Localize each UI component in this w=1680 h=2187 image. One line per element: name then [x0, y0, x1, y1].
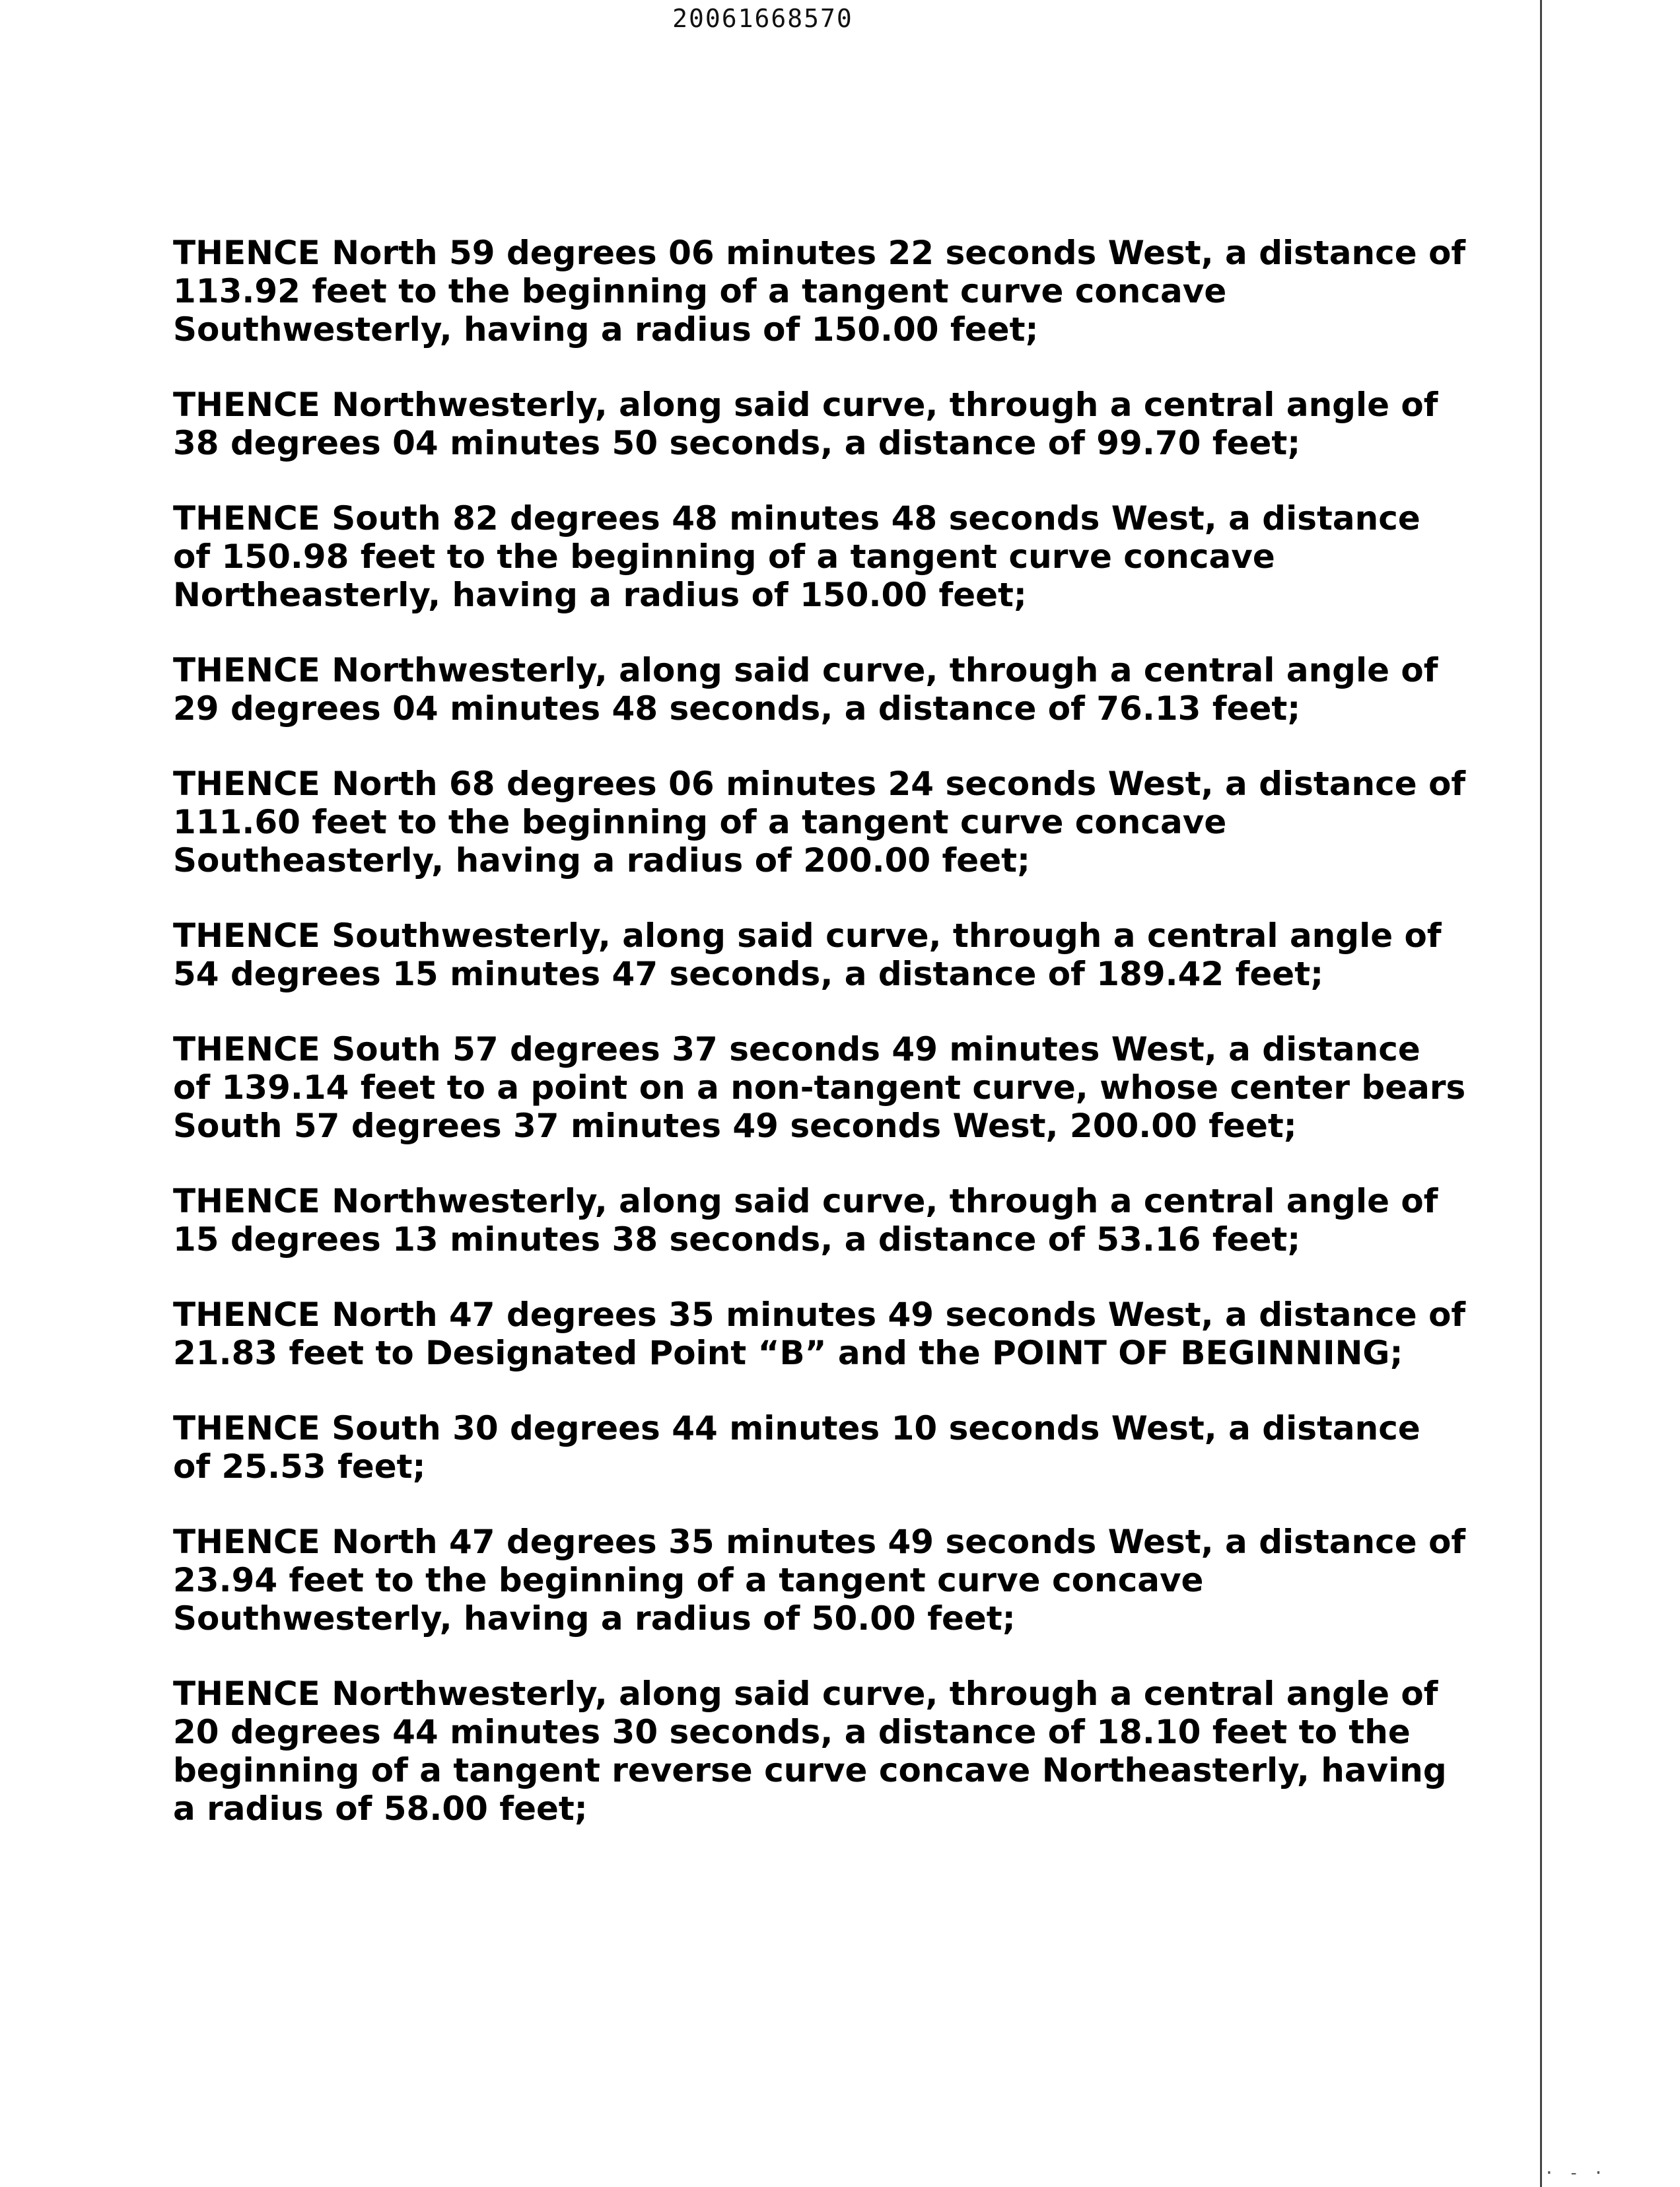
- course-paragraph: THENCE South 57 degrees 37 seconds 49 minutes West, a distance of 139.14 feet to a point on a non-tangent curve, whose center bears South 57 degrees 37 minutes 49 seconds West, 200.00 feet;: [173, 1030, 1466, 1145]
- course-paragraph: THENCE Northwesterly, along said curve, through a central angle of 15 degrees 13 minutes 38 seconds, a distance of 53.16 feet;: [173, 1182, 1438, 1259]
- course-paragraph: THENCE South 30 degrees 44 minutes 10 seconds West, a distance of 25.53 feet;: [173, 1409, 1420, 1486]
- course-paragraph: THENCE Southwesterly, along said curve, through a central angle of 54 degrees 15 minutes 47 seconds, a distance of 189.42 feet;: [173, 917, 1442, 993]
- course-paragraph: THENCE South 82 degrees 48 minutes 48 seconds West, a distance of 150.98 feet to the beginning of a tangent curve concave Northeasterly, having a radius of 150.00 feet;: [173, 499, 1420, 614]
- course-paragraph: THENCE North 47 degrees 35 minutes 49 seconds West, a distance of 23.94 feet to the beginning of a tangent curve concave Southwesterly, having a radius of 50.00 feet;: [173, 1523, 1466, 1638]
- course-paragraph: THENCE Northwesterly, along said curve, through a central angle of 20 degrees 44 minutes 30 seconds, a distance of 18.10 feet to the beginning of a tangent reverse curve concave Northeasterly, having a radius of 58.00 feet;: [173, 1675, 1447, 1828]
- legal-description-body: [173, 234, 1467, 1865]
- course-paragraph: THENCE North 59 degrees 06 minutes 22 seconds West, a distance of 113.92 feet to the beginning of a tangent curve concave Southwesterly, having a radius of 150.00 feet;: [173, 234, 1466, 349]
- course-paragraph: THENCE Northwesterly, along said curve, through a central angle of 38 degrees 04 minutes 50 seconds, a distance of 99.70 feet;: [173, 386, 1438, 462]
- page-edge-rule: [1540, 0, 1542, 2187]
- course-paragraph: THENCE Northwesterly, along said curve, through a central angle of 29 degrees 04 minutes 48 seconds, a distance of 76.13 feet;: [173, 651, 1438, 728]
- course-paragraph: THENCE North 47 degrees 35 minutes 49 seconds West, a distance of 21.83 feet to Designated Point “B” and the POINT OF BEGINNING;: [173, 1296, 1466, 1372]
- course-paragraph: THENCE North 68 degrees 06 minutes 24 seconds West, a distance of 111.60 feet to the beginning of a tangent curve concave Southeasterly, having a radius of 200.00 feet;: [173, 765, 1466, 880]
- edge-marks: · - ·: [1544, 2163, 1606, 2183]
- document-number: 20061668570: [672, 4, 853, 33]
